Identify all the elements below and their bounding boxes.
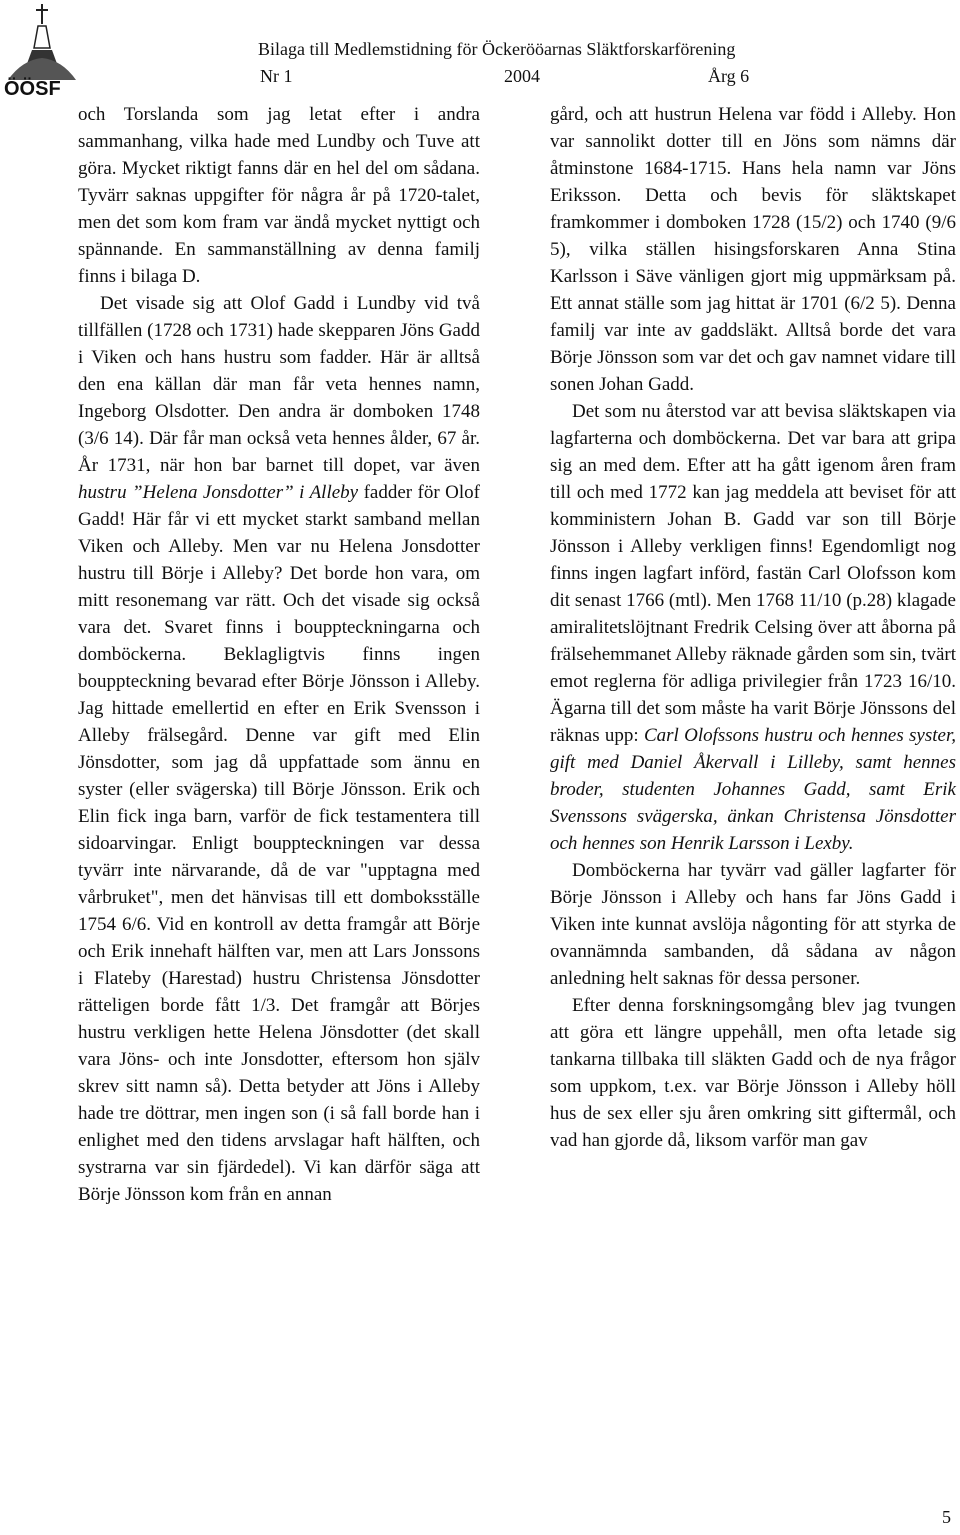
left-paragraph-2-italic: hustru ”Helena Jonsdotter” i Alleby — [78, 482, 359, 503]
left-column — [78, 101, 480, 1208]
right-paragraph-2 — [550, 398, 956, 857]
right-paragraph-2-text-a: Det som nu återstod var att bevisa släktskapen via lagfarterna och domböckerna. Det var bara att gripa sig an med dem. Efter att ha gått igenom åren fram till och med 1772 kan jag meddela att beviset för att komministern Johan B. Gadd var son till Börje Jönsson i Alleby verkligen finns! Egendomligt nog finns ingen lagfart införd, fastän Carl Olofsson kom dit senast 1766 (mtl). Men 1768 11/10 (p.28) klagade amiralitetslöjtnant Fredrik Celsing över att åborna på frälsehemmanet Alleby räknade gården som sin, tvärt emot reglerna för adliga privilegier från 1723 16/10. Ägarna till det som måste ha varit Börje Jönssons del räknas upp: — [550, 401, 956, 746]
left-paragraph-2 — [78, 290, 480, 1208]
right-paragraph-3: Domböckerna har tyvärr vad gäller lagfarter för Börje Jönsson i Alleby och hans far Jöns Gadd i Viken inte kunnat avslöja någonting för att styrka de ovannämnda sambanden, då sådana av någon anledning helt saknas för dessa personer. — [550, 860, 956, 989]
left-paragraph-2-text-a: Det visade sig att Olof Gadd i Lundby vid två tillfällen (1728 och 1731) hade skepparen Jöns Gadd i Viken och hans hustru som fadder. Här är alltså den ena källan där man får veta hennes namn, Ingeborg Olsdotter. Den andra är domboken 1748 (3/6 14). Där får man också veta hennes ålder, 67 år. År 1731, när hon bar barnet till dopet, var även — [78, 293, 480, 476]
lighthouse-cross-logo-icon — [2, 2, 80, 98]
society-logo — [2, 2, 80, 98]
right-paragraph-4: Efter denna forskningsomgång blev jag tvungen att göra ett längre uppehåll, men ofta letade sig tankarna tillbaka till släkten Gadd och de nya frågor som uppkom, t.ex. var Börje Jönsson i Alleby höll hus de sex eller sju åren omkring sitt giftermål, och vad han gjorde då, liksom varför man gav — [550, 995, 956, 1151]
volume-number: Årg 6 — [708, 66, 750, 86]
page-header — [258, 38, 778, 89]
right-paragraph-2-italic: Carl Olofssons hustru och hennes syster, gift med Daniel Åkervall i Lilleby, samt hennes broder, studenten Johannes Gadd, samt Erik Svenssons svägerska, änkan Christensa Jönsdotter och hennes son Henrik Larsson i Lexby. — [550, 725, 956, 854]
page-number: 5 — [942, 1507, 951, 1527]
logo-text: ÖÖSF — [4, 78, 61, 98]
right-paragraph-1: gård, och att hustrun Helena var född i Alleby. Hon var sannolikt dotter till en Jöns som nämns där åtminstone 1684-1715. Hans hela namn var Jöns Eriksson. Detta och bevis för släktskapet framkommer i domboken 1728 (15/2) och 1740 (9/6 5), vilka ställen hisingsforskaren Anna Stina Karlsson i Säve vänligen gjort mig uppmärksam på. Ett annat ställe som jag hittat är 1701 (6/2 5). Denna familj var inte av gaddsläkt. Alltså borde det vara Börje Jönsson som var det och gav namnet vidare till sonen Johan Gadd. — [550, 104, 956, 395]
left-paragraph-2-text-b: fadder för Olof Gadd! Här får vi ett mycket starkt samband mellan Viken och Alleby. Men var nu Helena Jonsdotter hustru till Börje i Alleby? Det borde hon vara, om mitt resonemang var rätt. Och det visade sig också vara det. Svaret finns i bouppteckningarna och domböckerna. Beklagligtvis finns ingen bouppteckning bevarad efter Börje Jönsson i Alleby. Jag hittade emellertid en efter en Erik Svensson i Alleby frälsegård. Denne var gift med Elin Jönsdotter, som jag då uppfattade som ännu en syster (eller svägerska) till Börje Jönsson. Erik och Elin fick inga barn, varför de fick testamentera till sidoarvingar. Enligt bouppteckningen var dessa tyvärr inte närvarande, då de var "upptagna med vårbruket", men det hänvisas till ett domboksställe 1754 6/6. Vid en kontroll av detta framgår att Börje och Erik innehaft hälften var, men att Lars Jonssons i Flateby (Harestad) hustru Christensa Jönsdotter rätteligen borde fått 1/3. Det framgår att Börjes hustru verkligen hette Helena Jönsdotter (det skall vara Jöns- och inte Jonsdotter, eftersom hon själv skrev sitt namn så). Detta betyder att Jöns i Alleby hade tre döttrar, men ingen son (i så fall borde han i enlighet med den tidens arvslagar haft hälften, och systrarna var sin fjärdedel). Vi kan därför säga att Börje Jönsson kom från en annan — [78, 482, 480, 1205]
right-column — [550, 101, 956, 1154]
issue-line — [258, 65, 778, 89]
left-paragraph-1: och Torslanda som jag letat efter i andra sammanhang, vilka hade med Lundby och Tuve att göra. Mycket riktigt fanns där en hel del om sådana. Tyvärr saknas uppgifter för några år på 1720-talet, men det som kom fram var ändå mycket nyttigt och spännande. En sammanställning av denna familj finns i bilaga D. — [78, 104, 480, 287]
issue-year: 2004 — [504, 66, 540, 86]
publication-title: Bilaga till Medlemstidning för Öckerööarnas Släktforskarförening — [258, 39, 736, 59]
issue-number: Nr 1 — [260, 66, 293, 86]
